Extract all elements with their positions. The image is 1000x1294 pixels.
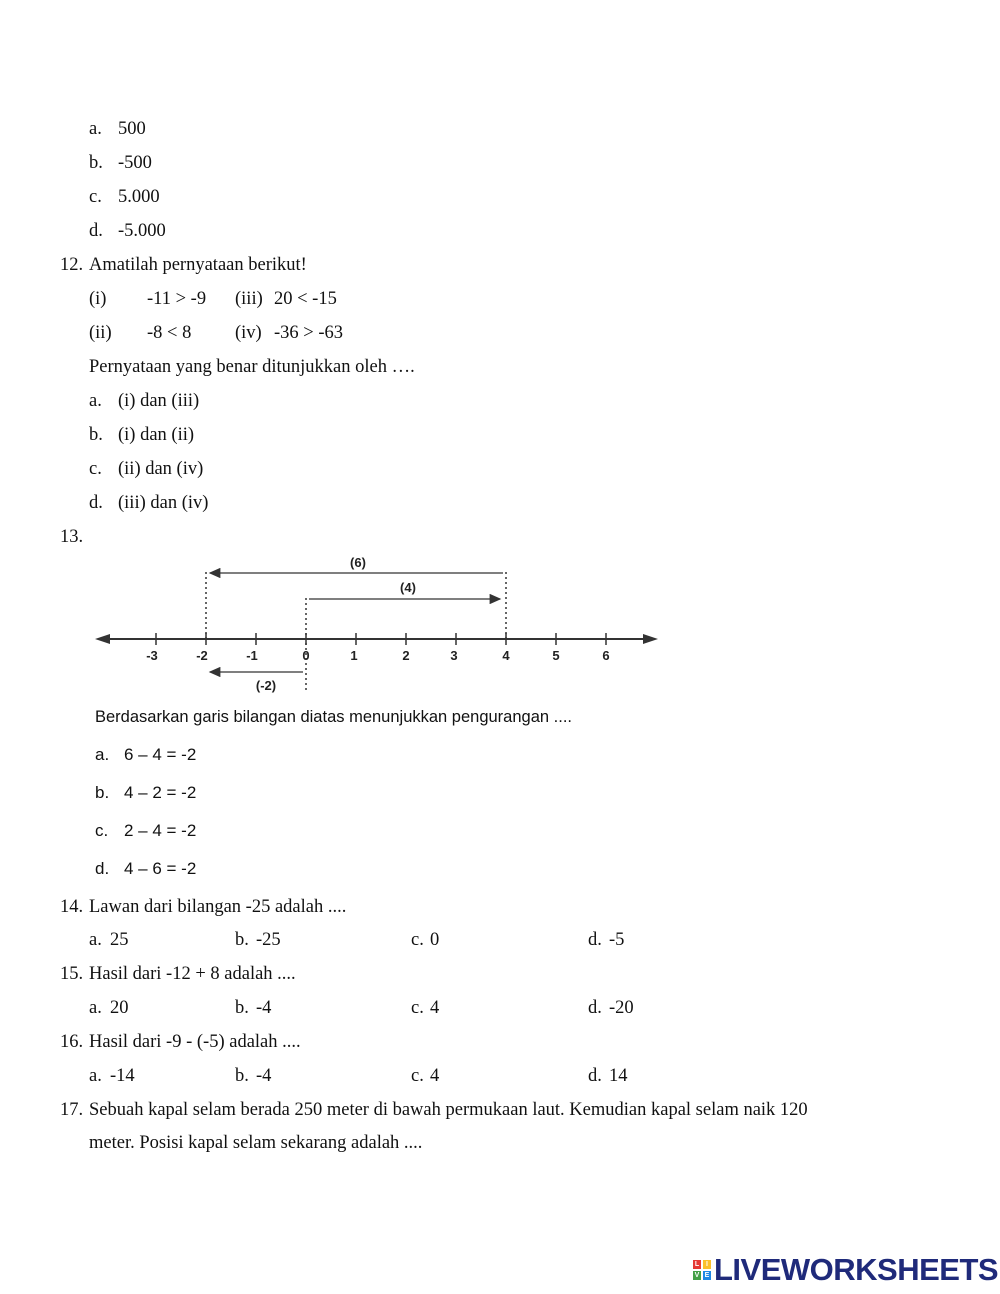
tick-label: 3 (450, 648, 458, 663)
tick-label: 4 (502, 648, 510, 663)
option-letter: d. (588, 930, 602, 950)
arrow-label-four: (4) (400, 580, 416, 595)
option-text: (i) dan (iii) (118, 391, 200, 411)
tick-label: -3 (146, 648, 158, 663)
option-text: -4 (256, 998, 272, 1018)
option-text: -25 (256, 930, 281, 950)
option-text: -500 (118, 153, 152, 173)
logo-text: LIVEWORKSHEETS (714, 1252, 999, 1287)
tick-label: -1 (246, 648, 258, 663)
option-text: 2 – 4 = -2 (124, 821, 197, 840)
statement-text: -8 < 8 (147, 323, 192, 343)
option-letter: c. (411, 930, 424, 950)
option-letter: c. (411, 998, 424, 1018)
axis-right-arrowhead (643, 634, 658, 644)
question-text: Lawan dari bilangan -25 adalah .... (89, 897, 347, 917)
statement-label: (iii) (235, 289, 263, 309)
option-text: 25 (110, 930, 129, 950)
option-text: 14 (609, 1066, 628, 1086)
option-text: 6 – 4 = -2 (124, 745, 197, 764)
option-text: 5.000 (118, 187, 160, 207)
option-letter: b. (235, 930, 249, 950)
statement-label: (iv) (235, 323, 262, 343)
tick-label: 0 (302, 648, 310, 663)
arrow-label-six: (6) (350, 555, 366, 570)
tick-label: 1 (350, 648, 358, 663)
question-number: 14. (60, 897, 84, 917)
option-text: -5.000 (118, 221, 166, 241)
option-text: 4 (430, 1066, 440, 1086)
option-text: 4 – 6 = -2 (124, 859, 197, 878)
question-prompt: Pernyataan yang benar ditunjukkan oleh …. (89, 357, 415, 377)
option-letter: c. (89, 187, 102, 207)
question-text-line2: meter. Posisi kapal selam sekarang adalah .... (89, 1133, 423, 1153)
tick-label: 6 (602, 648, 610, 663)
option-text: -5 (609, 930, 625, 950)
option-letter: c. (95, 821, 109, 840)
option-text: 0 (430, 930, 440, 950)
question-prompt: Berdasarkan garis bilangan diatas menunjukkan pengurangan .... (95, 708, 572, 726)
arrow-label-minus-two: (-2) (255, 678, 277, 693)
option-text: 4 – 2 = -2 (124, 783, 197, 802)
option-letter: a. (89, 1066, 102, 1086)
option-text: -20 (609, 998, 634, 1018)
option-letter: d. (588, 1066, 602, 1086)
option-letter: a. (89, 119, 102, 139)
question-number: 12. (60, 255, 84, 275)
option-letter: d. (89, 493, 103, 513)
option-letter: d. (95, 859, 110, 878)
option-text: (i) dan (ii) (118, 425, 195, 445)
option-letter: c. (411, 1066, 424, 1086)
statement-text: -36 > -63 (274, 323, 344, 343)
question-number: 13. (60, 527, 84, 547)
statement-label: (i) (89, 289, 107, 309)
option-letter: a. (89, 930, 102, 950)
option-letter: b. (89, 425, 103, 445)
liveworksheets-logo[interactable] (693, 1254, 998, 1286)
option-letter: b. (95, 783, 110, 802)
tick-label: -2 (196, 648, 208, 663)
question-number: 15. (60, 964, 84, 984)
logo-grid-icon: L I V E (694, 1261, 710, 1279)
question-number: 16. (60, 1032, 84, 1052)
option-letter: c. (89, 459, 102, 479)
option-text: (iii) dan (iv) (118, 493, 209, 513)
option-letter: a. (89, 998, 102, 1018)
option-letter: b. (89, 153, 103, 173)
statement-text: -11 > -9 (147, 289, 207, 309)
tick-label: 5 (552, 648, 560, 663)
option-text: 4 (430, 998, 440, 1018)
question-text: Amatilah pernyataan berikut! (89, 255, 307, 275)
option-letter: a. (89, 391, 102, 411)
question-number: 17. (60, 1100, 84, 1120)
question-text: Hasil dari -12 + 8 adalah .... (89, 964, 296, 984)
option-text: -4 (256, 1066, 272, 1086)
tick-label: 2 (402, 648, 410, 663)
option-text: (ii) dan (iv) (118, 459, 204, 479)
statement-label: (ii) (89, 323, 112, 343)
option-text: 20 (110, 998, 129, 1018)
option-letter: d. (89, 221, 103, 241)
number-line-figure (90, 552, 670, 694)
option-letter: d. (588, 998, 602, 1018)
statement-text: 20 < -15 (274, 289, 337, 309)
option-letter: b. (235, 1066, 249, 1086)
option-letter: a. (95, 745, 110, 764)
option-letter: b. (235, 998, 249, 1018)
axis-left-arrowhead (95, 634, 110, 644)
option-text: 500 (118, 119, 146, 139)
question-text-line1: Sebuah kapal selam berada 250 meter di bawah permukaan laut. Kemudian kapal selam naik 120 (89, 1100, 808, 1120)
option-text: -14 (110, 1066, 135, 1086)
question-text: Hasil dari -9 - (-5) adalah .... (89, 1032, 301, 1052)
